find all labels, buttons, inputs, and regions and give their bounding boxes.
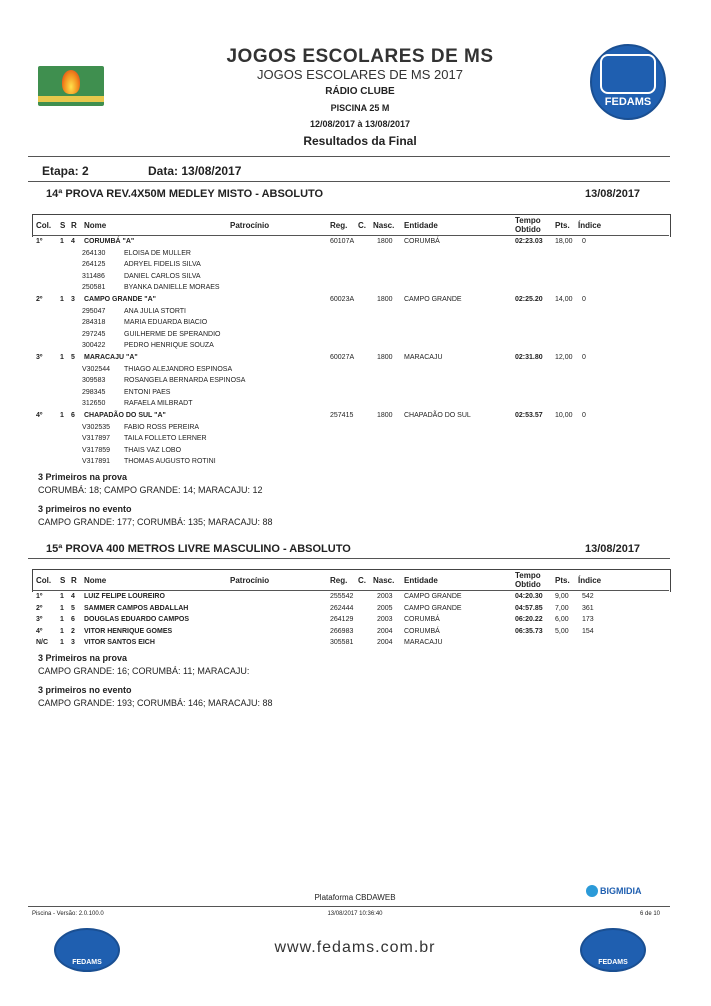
col-header-reg: Reg. (330, 576, 348, 585)
member-reg: V317891 (82, 458, 111, 466)
result-points: 5,00 (555, 627, 569, 635)
result-time: 06:20.22 (515, 616, 543, 624)
etapa: Etapa: 2 (42, 164, 89, 178)
member-name: THOMAS AUGUSTO ROTINI (124, 458, 216, 466)
result-series: 1 (60, 639, 64, 647)
result-reg: 60107A (330, 238, 355, 245)
result-birth: 2003 (377, 616, 393, 624)
result-position: 2º (36, 296, 43, 303)
member-name: GUILHERME DE SPERANDIO (124, 330, 221, 338)
result-entity: CAMPO GRANDE (404, 593, 462, 600)
result-birth: 2004 (377, 639, 393, 647)
result-points: 9,00 (555, 593, 569, 600)
top3-label: 3 Primeiros na prova (38, 472, 128, 482)
col-header-obtido: Obtido (515, 225, 541, 234)
result-index: 173 (582, 616, 594, 624)
result-name: CORUMBÁ "A" (84, 238, 135, 245)
result-time: 04:20.30 (515, 593, 543, 600)
result-name: CAMPO GRANDE "A" (84, 296, 156, 303)
member-reg: 264125 (82, 261, 106, 269)
col-header-patrocinio: Patrocínio (230, 221, 270, 230)
col-header-col: Col. (36, 221, 52, 230)
page-number: 6 de 10 (640, 911, 661, 917)
member-reg: V317859 (82, 446, 111, 454)
result-birth: 1800 (377, 296, 393, 303)
col-header-patrocinio: Patrocínio (230, 576, 270, 585)
member-name: RAFAELA MILBRADT (124, 400, 193, 408)
member-name: ANA JULIA STORTI (124, 307, 186, 315)
col-header-indice: Índice (578, 576, 602, 585)
member-name: BYANKA DANIELLE MORAES (124, 284, 220, 292)
result-position: 3º (36, 616, 43, 624)
venue: RÁDIO CLUBE (325, 86, 395, 97)
member-reg: 284318 (82, 319, 106, 327)
result-time: 02:53.57 (515, 412, 543, 419)
result-lane: 5 (71, 604, 75, 612)
result-birth: 1800 (377, 412, 393, 419)
result-lane: 3 (71, 296, 75, 303)
result-series: 1 (60, 238, 64, 245)
bigmidia-brand: BIGMIDIA (600, 886, 642, 896)
result-birth: 2003 (377, 593, 393, 600)
result-entity: CAMPO GRANDE (404, 296, 462, 303)
top3-text: CAMPO GRANDE: 16; CORUMBÁ: 11; MARACAJU: (38, 666, 250, 676)
result-entity: MARACAJU (404, 354, 443, 361)
result-series: 1 (60, 627, 64, 635)
pool: PISCINA 25 M (330, 103, 390, 113)
member-reg: 311486 (82, 272, 105, 280)
col-header-reg: Reg. (330, 221, 348, 230)
result-name: DOUGLAS EDUARDO CAMPOS (84, 616, 190, 624)
result-time: 02:31.80 (515, 354, 543, 361)
result-position: 4º (36, 412, 43, 419)
result-reg: 305581 (330, 639, 354, 647)
result-reg: 257415 (330, 412, 354, 419)
result-name: MARACAJU "A" (84, 354, 138, 361)
member-reg: V317897 (82, 435, 111, 443)
result-lane: 5 (71, 354, 75, 361)
fedams-footer-logo-left: FEDAMS (54, 928, 120, 972)
result-name: VITOR HENRIQUE GOMES (84, 627, 173, 635)
result-entity: CORUMBÁ (404, 238, 440, 245)
col-header-tempo: Tempo (515, 571, 541, 580)
result-time: 06:35.73 (515, 627, 543, 635)
col-header-nasc: Nasc. (373, 221, 395, 230)
col-header-col: Col. (36, 576, 52, 585)
result-reg: 60023A (330, 296, 355, 303)
col-header-nome: Nome (84, 221, 107, 230)
version: Piscina - Versão: 2.0.100.0 (32, 911, 104, 917)
website-url: www.fedams.com.br (274, 939, 436, 956)
member-name: ADRYEL FIDELIS SILVA (124, 261, 201, 269)
event-date: 13/08/2017 (585, 188, 641, 200)
result-index: 542 (582, 593, 594, 600)
result-position: 2º (36, 604, 43, 612)
member-reg: 309583 (82, 377, 106, 385)
result-lane: 6 (71, 412, 75, 419)
member-name: ELOISA DE MULLER (124, 249, 191, 257)
col-header-entidade: Entidade (404, 576, 438, 585)
result-series: 1 (60, 296, 64, 303)
member-name: THAIS VAZ LOBO (124, 446, 182, 454)
col-header-r: R (71, 576, 77, 585)
member-name: TAILA FOLLETO LERNER (124, 435, 207, 443)
result-name: SAMMER CAMPOS ABDALLAH (84, 604, 189, 612)
col-header-nome: Nome (84, 576, 107, 585)
col-header-obtido: Obtido (515, 580, 541, 589)
col-header-c: C. (358, 576, 366, 585)
result-lane: 4 (71, 593, 75, 600)
member-name: FABIO ROSS PEREIRA (124, 423, 200, 431)
member-reg: 312650 (82, 400, 106, 408)
result-time: 02:23.03 (515, 238, 543, 245)
result-time: 04:57.85 (515, 604, 543, 612)
stage-date: Data: 13/08/2017 (148, 164, 242, 178)
result-lane: 3 (71, 639, 75, 647)
event-title: 15ª PROVA 400 METROS LIVRE MASCULINO - ABSOLUTO (46, 543, 351, 555)
fedams-footer-logo-right: FEDAMS (580, 928, 646, 972)
result-entity: CHAPADÃO DO SUL (404, 412, 471, 419)
result-series: 1 (60, 616, 64, 624)
member-reg: V302544 (82, 365, 111, 373)
result-points: 6,00 (555, 616, 569, 624)
result-lane: 2 (71, 627, 75, 635)
page-title: JOGOS ESCOLARES DE MS (226, 46, 494, 67)
member-reg: 264130 (82, 249, 106, 257)
col-header-entidade: Entidade (404, 221, 438, 230)
col-header-indice: Índice (578, 221, 602, 230)
result-reg: 255542 (330, 593, 354, 600)
result-points: 7,00 (555, 604, 569, 612)
result-position: N/C (36, 639, 49, 647)
result-position: 1º (36, 238, 43, 245)
bigmidia-icon (586, 885, 598, 897)
result-entity: MARACAJU (404, 639, 443, 647)
member-name: ENTONI PAES (124, 388, 171, 396)
col-header-nasc: Nasc. (373, 576, 395, 585)
member-name: THIAGO ALEJANDRO ESPINOSA (124, 365, 233, 373)
col-header-tempo: Tempo (515, 216, 541, 225)
top3-event-label: 3 primeiros no evento (38, 685, 132, 695)
result-series: 1 (60, 412, 64, 419)
result-index: 0 (582, 412, 586, 419)
result-birth: 2004 (377, 627, 393, 635)
top3-event-text: CAMPO GRANDE: 177; CORUMBÁ: 135; MARACAJU: 88 (38, 517, 273, 527)
result-birth: 1800 (377, 354, 393, 361)
event-date: 13/08/2017 (585, 543, 641, 555)
fedams-logo: FEDAMS (590, 44, 666, 120)
result-reg: 264129 (330, 616, 354, 624)
result-index: 0 (582, 296, 586, 303)
top3-label: 3 Primeiros na prova (38, 653, 128, 663)
result-name: VITOR SANTOS EICH (84, 639, 155, 647)
dates: 12/08/2017 à 13/08/2017 (309, 119, 411, 129)
result-position: 3º (36, 354, 43, 361)
top3-event-text: CAMPO GRANDE: 193; CORUMBÁ: 146; MARACAJU: 88 (38, 698, 273, 708)
section-title: Resultados da Final (303, 134, 417, 148)
jogos-escolares-logo (38, 66, 104, 106)
result-position: 1º (36, 593, 43, 600)
result-series: 1 (60, 593, 64, 600)
col-header-pts: Pts. (555, 576, 570, 585)
top3-text: CORUMBÁ: 18; CAMPO GRANDE: 14; MARACAJU: 12 (38, 485, 263, 495)
col-header-pts: Pts. (555, 221, 570, 230)
page-subtitle: JOGOS ESCOLARES DE MS 2017 (257, 67, 463, 82)
result-entity: CAMPO GRANDE (404, 604, 462, 612)
result-points: 14,00 (555, 296, 573, 303)
event-title: 14ª PROVA REV.4X50M MEDLEY MISTO - ABSOLUTO (46, 188, 324, 200)
member-name: DANIEL CARLOS SILVA (124, 272, 201, 280)
result-entity: CORUMBÁ (404, 627, 440, 635)
member-name: MARIA EDUARDA BIACIO (124, 319, 208, 327)
result-index: 0 (582, 354, 586, 361)
member-reg: 295047 (82, 307, 106, 315)
result-birth: 1800 (377, 238, 393, 245)
result-index: 154 (582, 627, 594, 635)
platform: Plataforma CBDAWEB (314, 893, 396, 902)
result-time: 02:25.20 (515, 296, 543, 303)
member-reg: 300422 (82, 342, 106, 350)
result-points: 12,00 (555, 354, 573, 361)
member-name: PEDRO HENRIQUE SOUZA (124, 342, 214, 350)
result-birth: 2005 (377, 604, 393, 612)
member-reg: 297245 (82, 330, 106, 338)
col-header-s: S (60, 576, 66, 585)
member-reg: V302535 (82, 423, 111, 431)
result-name: CHAPADÃO DO SUL "A" (84, 412, 166, 419)
result-lane: 6 (71, 616, 75, 624)
result-reg: 266983 (330, 627, 354, 635)
result-index: 0 (582, 238, 586, 245)
result-points: 18,00 (555, 238, 573, 245)
result-name: LUIZ FELIPE LOUREIRO (84, 593, 165, 600)
result-entity: CORUMBÁ (404, 616, 440, 624)
timestamp: 13/08/2017 10:36:40 (327, 911, 383, 917)
result-reg: 262444 (330, 604, 354, 612)
result-series: 1 (60, 604, 64, 612)
member-reg: 250581 (82, 284, 106, 292)
col-header-s: S (60, 221, 66, 230)
result-points: 10,00 (555, 412, 573, 419)
member-name: ROSANGELA BERNARDA ESPINOSA (124, 377, 246, 385)
result-position: 4º (36, 627, 43, 635)
col-header-c: C. (358, 221, 366, 230)
col-header-r: R (71, 221, 77, 230)
result-lane: 4 (71, 238, 75, 245)
top3-event-label: 3 primeiros no evento (38, 504, 132, 514)
result-series: 1 (60, 354, 64, 361)
member-reg: 298345 (82, 388, 106, 396)
result-index: 361 (582, 604, 594, 612)
result-reg: 60027A (330, 354, 355, 361)
